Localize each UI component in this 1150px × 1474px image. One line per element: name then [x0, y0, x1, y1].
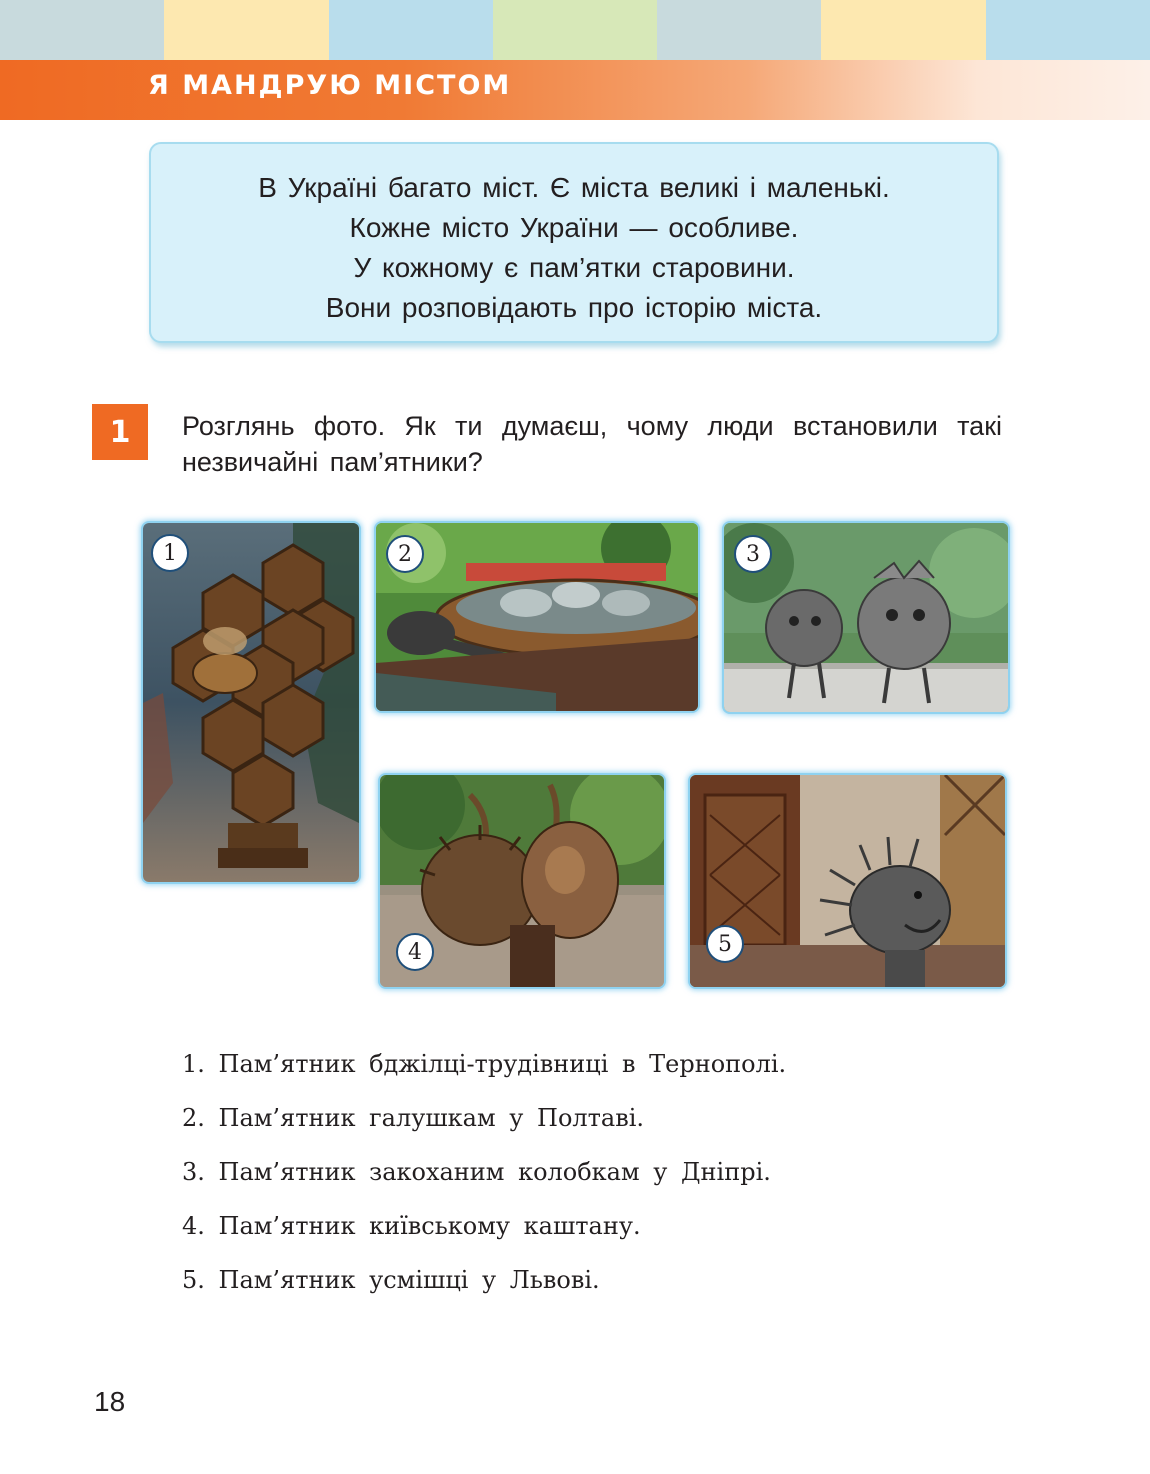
intro-box	[149, 142, 999, 343]
caption-list	[182, 1037, 786, 1307]
intro-line: В Україні багато міст. Є міста великі і маленькі.	[258, 172, 890, 203]
task-instruction: Розглянь фото. Як ти думаєш, чому люди встановили такі незвичайні пам’ятники?	[182, 411, 1002, 477]
intro-line: Вони розповідають про історію міста.	[325, 292, 823, 323]
color-strip	[821, 0, 985, 60]
color-strip	[329, 0, 493, 60]
color-strip	[493, 0, 657, 60]
chestnut-monument-photo	[380, 775, 664, 987]
color-strip	[657, 0, 821, 60]
bee-honeycomb-monument-photo	[143, 523, 359, 882]
caption-item: 1. Пам’ятник бджілці-трудівниці в Тернополі.	[182, 1050, 787, 1078]
photo-number-badge: 2	[386, 535, 424, 573]
page-title: Я МАНДРУЮ МІСТОМ	[148, 70, 512, 101]
dumplings-monument-photo	[376, 523, 698, 711]
photo-number-badge: 3	[734, 535, 772, 573]
intro-line: У кожному є пам’ятки старовини.	[353, 252, 795, 283]
task-number-badge: 1	[92, 404, 148, 460]
color-strip	[986, 0, 1150, 60]
caption-item: 5. Пам’ятник усмішці у Львові.	[182, 1266, 600, 1294]
photo-number-badge: 1	[151, 534, 189, 572]
smile-monument-photo	[690, 775, 1005, 987]
kolobok-monument-photo	[724, 523, 1008, 712]
color-strip	[0, 0, 164, 60]
intro-line: Кожне місто України — особливе.	[349, 212, 799, 243]
caption-item: 4. Пам’ятник київському каштану.	[182, 1212, 641, 1240]
color-strip	[164, 0, 328, 60]
page-number: 18	[94, 1386, 126, 1417]
top-color-strips	[0, 0, 1150, 60]
photo-number-badge: 5	[706, 925, 744, 963]
caption-item: 3. Пам’ятник закоханим колобкам у Дніпрі.	[182, 1158, 771, 1186]
photo-number-badge: 4	[396, 933, 434, 971]
caption-item: 2. Пам’ятник галушкам у Полтаві.	[182, 1104, 645, 1132]
